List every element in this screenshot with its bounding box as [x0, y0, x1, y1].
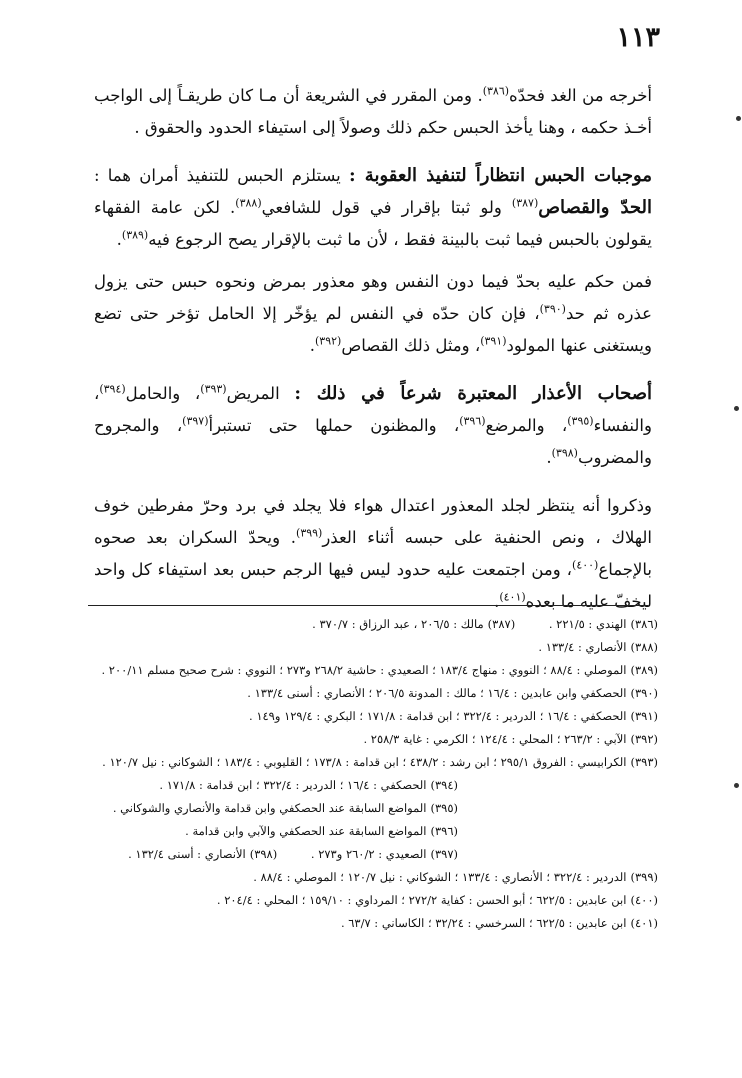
footnote-item [88, 913, 658, 934]
text-run: ، ومثل ذلك القصاص [341, 336, 481, 355]
footnote-ref[interactable]: (٣٩٠) [539, 302, 566, 316]
text-run: ، فإن كان حدّه في النفس لم يؤخّر إلا الحامل تؤخر حتى تضع ويستغنى عنها المولود [94, 304, 652, 355]
footnote-number: (٣٨٩) [630, 663, 658, 677]
text-run: . لكن عامة الفقهاء يقولون بالحبس فيما ثبت بالبينة فقط ، لأن ما ثبت بالإقرار يصح الرجوع فيه [94, 198, 652, 249]
footnote-text: مالك : ٢٠٦/٥ ، عبد الرزاق : ٣٧٠/٧ . [312, 617, 484, 631]
footnote-ref[interactable]: (٣٩٨) [551, 446, 578, 460]
footnote-number: (٣٩٥) [430, 801, 458, 815]
main-text [94, 80, 652, 628]
footnotes [88, 614, 658, 936]
footnote-number: (٣٩٤) [430, 778, 458, 792]
footnote-number: (٤٠١) [630, 916, 658, 930]
footnote-item [88, 844, 658, 865]
footnote-number: (٤٠٠) [630, 893, 658, 907]
text-run: وذكروا أنه ينتظر لجلد المعذور اعتدال هواء فلا يجلد في برد وحرّ مفرطين خوف الهلاك ، ونص الحنفية على حبسه أثناء العذر [94, 496, 653, 547]
footnote-ref[interactable]: (٣٩١) [480, 334, 507, 348]
footnote-number: (٣٩٩) [630, 870, 658, 884]
footnote-text: الحصكفي وابن عابدين : ١٦/٤ ؛ مالك : المدونة ٢٠٦/٥ ؛ الأنصاري : أسنى ١٣٣/٤ . [247, 686, 627, 700]
footnote-text: ابن عابدين : ٦٢٢/٥ ؛ أبو الحسن : كفاية ٢٧٢/٢ ؛ المرداوي : ١٥٩/١٠ ؛ المحلي : ٢٠٤/٤ . [216, 893, 627, 907]
text-run: . ويحدّ السكران بعد صحوه بالإجماع [94, 528, 652, 579]
text-run: ، والمرضع [485, 416, 568, 435]
footnote-ref[interactable]: (٤٠١) [499, 590, 526, 604]
footnote-text: ابن عابدين : ٦٢٢/٥ ؛ السرخسي : ٣٢/٢٤ ؛ الكاساني : ٦٣/٧ . [340, 916, 627, 930]
footnote-text: الأنصاري : ١٣٣/٤ . [538, 640, 627, 654]
footnote-ref[interactable]: (٣٩٣) [200, 382, 227, 396]
footnote-ref[interactable]: (٣٩٧) [182, 414, 209, 428]
footnote-text: المواضع السابقة عند الحصكفي والآبي وابن قدامة . [185, 824, 427, 838]
text-run: . ومن المقرر في الشريعة أن مـا كان طريقـاً إلى الواجب أخـذ حكمه ، وهنا يأخذ الحبس حكم ذلك وصولاً إلى استيفاء الحدود والحقوق . [94, 86, 652, 137]
bold-term: الحدّ والقصاص [538, 197, 652, 218]
text-run: ، والمجروح والمضروب [94, 416, 652, 467]
page-number: ١١٣ [616, 22, 660, 53]
footnote-text: الآبي : ٢٦٣/٢ ؛ المحلي : ١٢٤/٤ ؛ الكرمي : غاية ٢٥٨/٣ . [363, 732, 627, 746]
footnote-number: (٣٩١) [630, 709, 658, 723]
section-heading: موجبات الحبس انتظاراً لتنفيذ العقوبة : [348, 165, 652, 186]
footnote-text: الكرابيسي : الفروق ٢٩٥/١ ؛ ابن رشد : ٤٣٨/٢ ؛ ابن قدامة : ١٧٣/٨ ؛ القليوبي : ١٨٣/٤ ؛ الشوكاني : نيل ١٢٠/٧ . [102, 755, 627, 769]
footnote-text: الأنصاري : أسنى ١٣٢/٤ . [128, 847, 246, 861]
footnote-number: (٣٩٧) [430, 847, 458, 861]
footnote-text: المواضع السابقة عند الحصكفي وابن قدامة والأنصاري والشوكاني . [112, 801, 427, 815]
footnote-item [88, 821, 658, 842]
footnote-item [88, 867, 658, 888]
footnote-text: الدردير : ٣٢٢/٤ ؛ الأنصاري : ١٣٣/٤ ؛ الشوكاني : نيل ١٢٠/٧ ؛ الموصلي : ٨٨/٤ . [253, 870, 627, 884]
text-run: . [546, 448, 552, 467]
footnote-text: الحصكفي : ١٦/٤ ؛ الدردير : ٣٢٢/٤ ؛ ابن قدامة : ١٧١/٨ ؛ البكري : ١٢٩/٤ و١٤٩ . [249, 709, 627, 723]
footnote-item [88, 683, 658, 704]
footnote-ref[interactable]: (٣٨٦) [482, 84, 510, 98]
footnote-ref[interactable]: (٣٨٧) [511, 196, 539, 210]
paragraph-1 [94, 80, 652, 144]
text-run: . [309, 336, 315, 355]
footnote-ref[interactable]: (٣٨٨) [235, 196, 262, 210]
text-run: المريض [226, 384, 295, 403]
paragraph-5 [94, 490, 652, 618]
text-run: . [116, 230, 122, 249]
paragraph-2 [94, 160, 652, 256]
footnote-number: (٣٩٨) [249, 847, 278, 861]
footnote-item [88, 637, 658, 658]
margin-mark [734, 406, 739, 411]
text-run: ولو ثبتا بإقرار في قول للشافعي [261, 198, 512, 217]
footnote-ref[interactable]: (٣٨٩) [121, 228, 149, 242]
footnote-number: (٣٨٦) [630, 617, 658, 631]
paragraph-3 [94, 266, 652, 362]
footnote-number: (٣٨٧) [487, 617, 516, 631]
footnote-number: (٣٨٨) [630, 640, 658, 654]
footnote-text: الصعيدي : ٢٦٠/٢ و٢٧٣ . [310, 847, 427, 861]
footnote-ref[interactable]: (٣٩٩) [296, 526, 323, 540]
text-run: ، والحامل [125, 384, 201, 403]
footnote-ref[interactable]: (٣٩٦) [459, 414, 486, 428]
text-run: . [494, 592, 500, 611]
margin-mark [736, 116, 741, 121]
footnote-item [88, 614, 658, 635]
footnote-text: الموصلي : ٨٨/٤ ؛ النووي : منهاج ١٨٣/٤ ؛ الصعيدي : حاشية ٢٦٨/٢ و٢٧٣ ؛ النووي : شرح صحيح مسلم ٢٠٠/١١ . [101, 663, 627, 677]
text-run: ، والنفساء [94, 384, 652, 435]
footnote-ref[interactable]: (٣٩٥) [567, 414, 594, 428]
footnote-item [88, 775, 658, 796]
footnote-number: (٣٩٢) [630, 732, 658, 746]
text-run: أخرجه من الغد فحدّه [509, 86, 652, 105]
footnote-text: الهندي : ٢٢١/٥ . [548, 617, 627, 631]
text-run: ، ومن اجتمعت عليه حدود ليس فيها الرجم حبس بعد استيفاء كل واحد ليخفّ عليه ما بعده [94, 560, 652, 611]
footnote-ref[interactable]: (٣٩٢) [314, 334, 342, 348]
footnote-ref[interactable]: (٣٩٤) [99, 382, 126, 396]
paragraph-4 [94, 378, 652, 474]
footnote-text: الحصكفي : ١٦/٤ ؛ الدردير : ٣٢٢/٤ ؛ ابن قدامة : ١٧١/٨ . [159, 778, 427, 792]
footnote-divider [88, 605, 648, 606]
footnote-number: (٣٩٣) [630, 755, 658, 769]
footnote-ref[interactable]: (٤٠٠) [572, 558, 599, 572]
footnote-item [88, 706, 658, 727]
footnote-number: (٣٩٦) [430, 824, 458, 838]
footnote-item [88, 729, 658, 750]
footnote-number: (٣٩٠) [630, 686, 658, 700]
section-heading: أصحاب الأعذار المعتبرة شرعاً في ذلك : [294, 383, 652, 404]
text-run: فمن حكم عليه بحدّ فيما دون النفس وهو معذور بمرض ونحوه حبس حتى يزول عذره ثم حد [94, 272, 652, 323]
footnote-item [88, 660, 658, 681]
margin-mark [734, 783, 739, 788]
text-run: ، والمظنون حملها حتى تستبرأ [208, 416, 460, 435]
footnote-item [88, 890, 658, 911]
footnote-item [88, 752, 658, 773]
footnote-item [88, 798, 658, 819]
text-run: يستلزم الحبس للتنفيذ أمران هما : [94, 166, 349, 185]
